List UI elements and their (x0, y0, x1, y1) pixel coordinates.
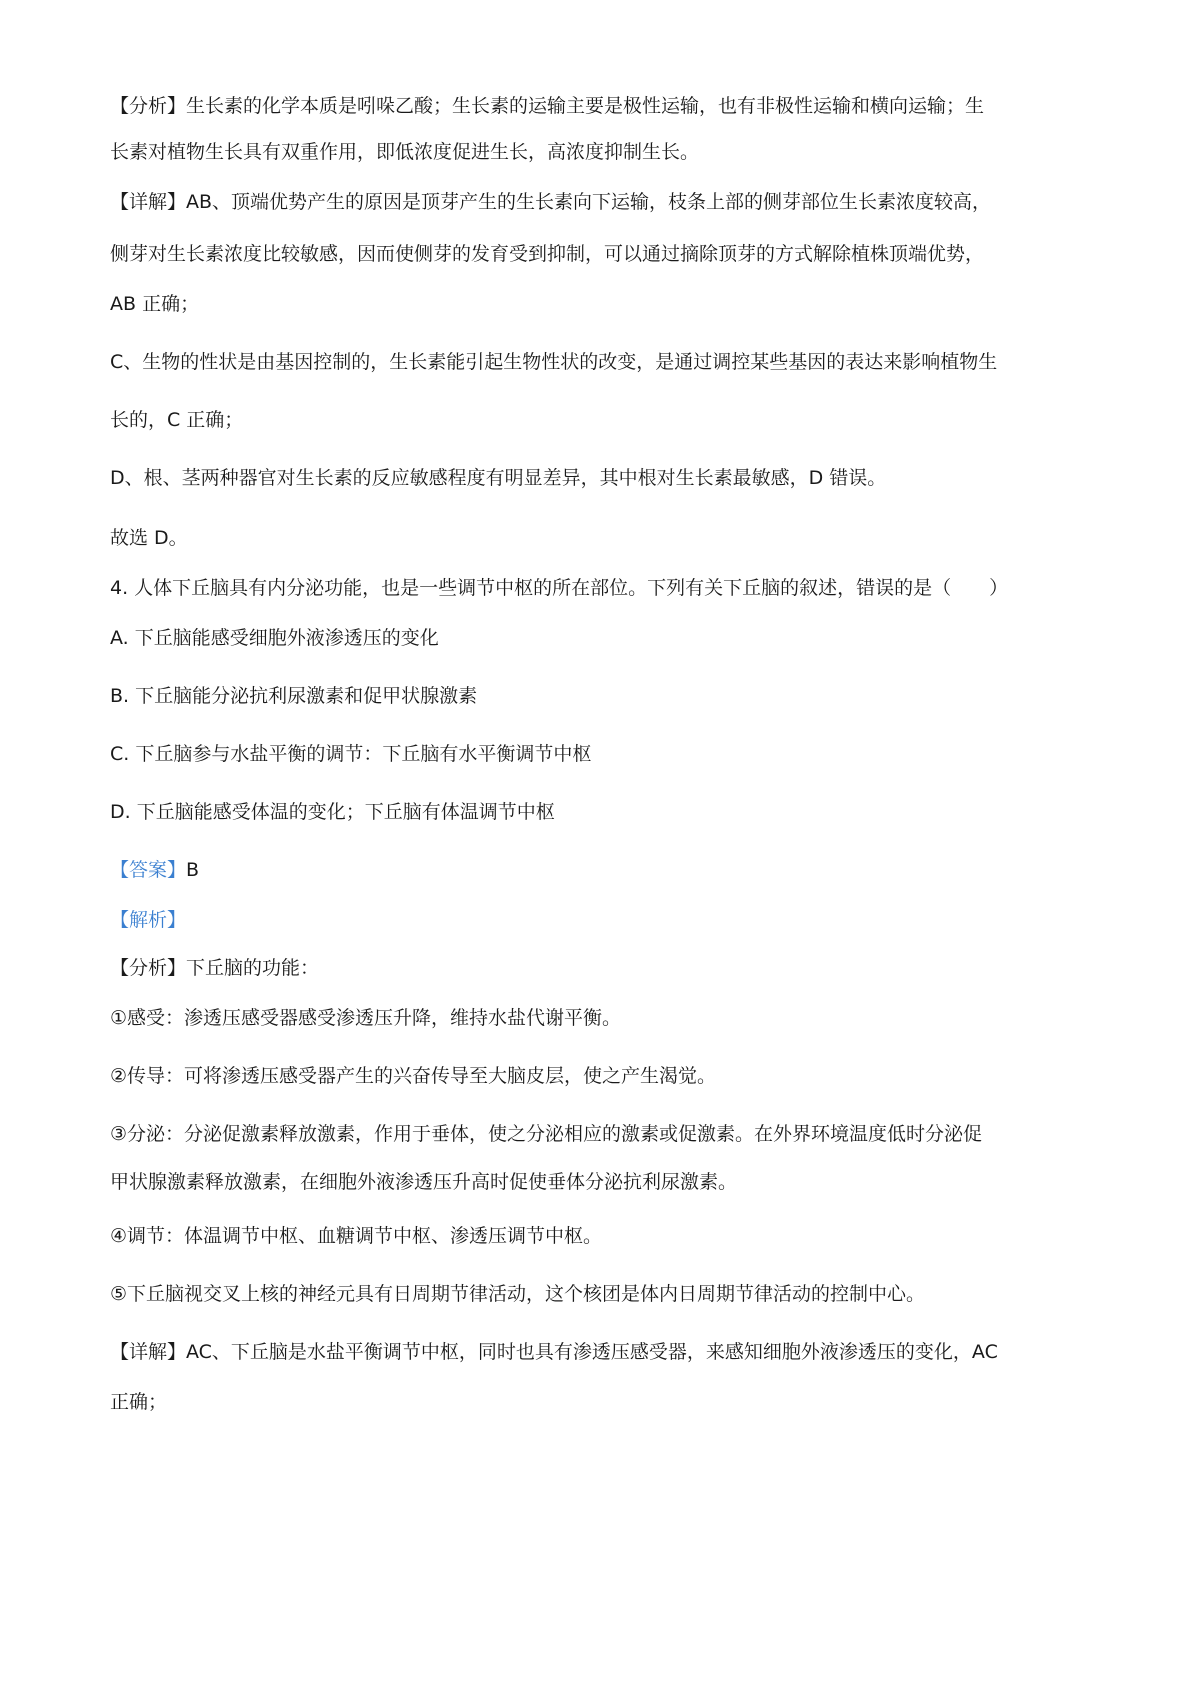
detail-c-line-1: C、生物的性状是由基因控制的，生长素能引起生物性状的改变，是通过调控某些基因的表达来影响植物生 (110, 351, 998, 373)
q4-point-5: ⑤下丘脑视交叉上核的神经元具有日周期节律活动，这个核团是体内日周期节律活动的控制中心。 (110, 1283, 926, 1305)
q4-point-4: ④调节：体温调节中枢、血糖调节中枢、渗透压调节中枢。 (110, 1225, 603, 1247)
option-c: C. 下丘脑参与水盐平衡的调节：下丘脑有水平衡调节中枢 (110, 743, 592, 765)
option-b: B. 下丘脑能分泌抗利尿激素和促甲状腺激素 (110, 685, 478, 707)
detail-choice: 故选 D。 (110, 527, 188, 549)
q4-point-3-line-1: ③分泌：分泌促激素释放激素，作用于垂体，使之分泌相应的激素或促激素。在外界环境温度低时分泌促 (110, 1123, 983, 1145)
detail-d-line: D、根、茎两种器官对生长素的反应敏感程度有明显差异，其中根对生长素最敏感，D 错误。 (110, 467, 887, 489)
q4-point-2: ②传导：可将渗透压感受器产生的兴奋传导至大脑皮层，使之产生渴觉。 (110, 1065, 717, 1087)
option-a: A. 下丘脑能感受细胞外液渗透压的变化 (110, 627, 439, 649)
q4-analysis-title: 【分析】下丘脑的功能： (110, 957, 320, 979)
explain-label: 【解析】 (110, 909, 187, 931)
detail-line-2: 侧芽对生长素浓度比较敏感，因而使侧芽的发育受到抑制，可以通过摘除顶芽的方式解除植株顶端优势， (110, 243, 985, 265)
answer-value: B (186, 859, 200, 881)
q4-detail-line-1: 【详解】AC、下丘脑是水盐平衡调节中枢，同时也具有渗透压感受器，来感知细胞外液渗透压的变化，AC (110, 1341, 998, 1363)
answer-label: 【答案】 (110, 859, 187, 881)
q4-detail-line-2: 正确； (110, 1391, 168, 1413)
analysis-line-2: 长素对植物生长具有双重作用，即低浓度促进生长，高浓度抑制生长。 (110, 141, 700, 163)
q4-point-1: ①感受：渗透压感受器感受渗透压升降，维持水盐代谢平衡。 (110, 1007, 622, 1029)
detail-line-3: AB 正确； (110, 293, 200, 315)
q4-point-3-line-2: 甲状腺激素释放激素，在细胞外液渗透压升高时促使垂体分泌抗利尿激素。 (110, 1171, 738, 1193)
analysis-line-1: 【分析】生长素的化学本质是吲哚乙酸；生长素的运输主要是极性运输，也有非极性运输和横向运输；生 (110, 95, 985, 117)
detail-c-line-2: 长的，C 正确； (110, 409, 244, 431)
option-d: D. 下丘脑能感受体温的变化；下丘脑有体温调节中枢 (110, 801, 555, 823)
question-4-stem: 4. 人体下丘脑具有内分泌功能，也是一些调节中枢的所在部位。下列有关下丘脑的叙述，错误的是（ ） (110, 577, 1009, 599)
answer-row (110, 856, 1100, 884)
detail-line-1: 【详解】AB、顶端优势产生的原因是顶芽产生的生长素向下运输，枝条上部的侧芽部位生长素浓度较高， (110, 191, 992, 213)
